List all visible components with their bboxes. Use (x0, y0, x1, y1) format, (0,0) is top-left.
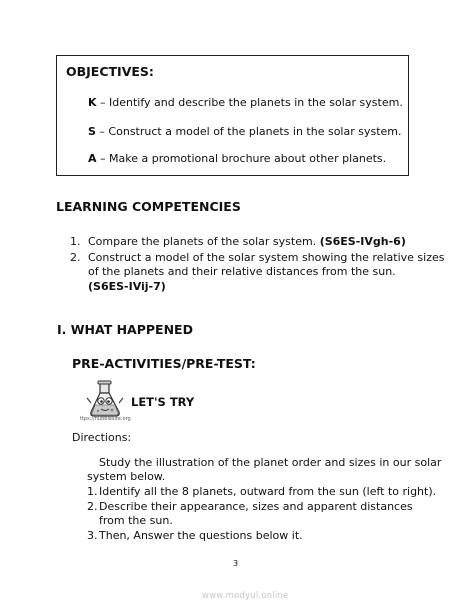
objective-text: – Make a promotional brochure about other planets. (96, 152, 387, 165)
competency-text: Compare the planets of the solar system. (88, 235, 320, 248)
competency-code: (S6ES-IVgh-6) (319, 235, 406, 248)
objective-letter: A (88, 152, 97, 165)
image-credit: ttps://hubblesite.org (80, 416, 131, 422)
direction-step-2 (99, 500, 413, 528)
objective-letter: K (88, 96, 97, 109)
step-number: 2. (87, 500, 98, 513)
directions-label: Directions: (72, 431, 132, 444)
step-text-line: from the sun. (99, 514, 173, 527)
step-text-line: Describe their appearance, sizes and apparent distances (99, 500, 413, 513)
pre-activities-title: PRE-ACTIVITIES/PRE-TEST: (72, 356, 256, 371)
objective-text: – Construct a model of the planets in the solar system. (95, 125, 402, 138)
objectives-box (56, 55, 409, 176)
competency-number: 2. (70, 251, 81, 264)
objective-knowledge (88, 96, 403, 109)
competency-code: (S6ES-IVij-7) (88, 280, 166, 293)
direction-step-3: Then, Answer the questions below it. (99, 529, 303, 542)
directions-intro-line: system below. (87, 470, 166, 483)
step-number: 3. (87, 529, 98, 542)
section-title: I. WHAT HAPPENED (57, 322, 193, 337)
competency-item-1 (88, 235, 406, 249)
competency-text-line: Construct a model of the solar system showing the relative sizes (88, 251, 445, 264)
page-number: 3 (233, 559, 239, 568)
objective-text: – Identify and describe the planets in the solar system. (96, 96, 403, 109)
competency-number: 1. (70, 235, 81, 248)
science-flask-icon (86, 380, 124, 418)
competencies-title: LEARNING COMPETENCIES (56, 199, 241, 214)
watermark-text: www.modyul.online (202, 591, 289, 601)
competency-text-line: of the planets and their relative distances from the sun. (88, 265, 396, 278)
directions-intro-line: Study the illustration of the planet order and sizes in our solar (99, 456, 442, 469)
objective-letter: S (88, 125, 96, 138)
objective-attitude (88, 152, 386, 165)
step-number: 1. (87, 485, 98, 498)
competency-item-2 (88, 251, 445, 294)
objective-skill (88, 125, 402, 138)
objectives-title: OBJECTIVES: (66, 64, 154, 79)
lets-try-label: LET'S TRY (131, 395, 195, 409)
direction-step-1: Identify all the 8 planets, outward from the sun (left to right). (99, 485, 437, 498)
